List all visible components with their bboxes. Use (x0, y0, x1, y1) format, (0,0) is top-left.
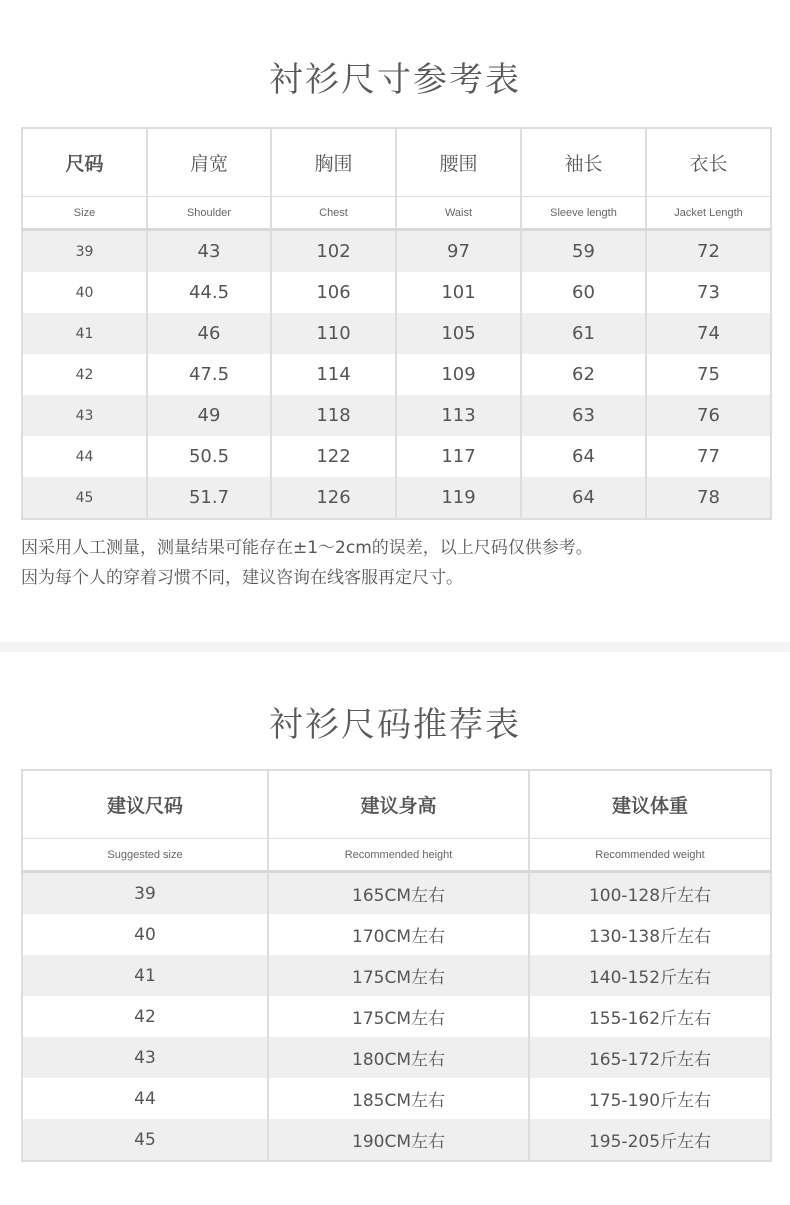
waist-cell: 109 (396, 354, 521, 395)
table-row (22, 313, 771, 354)
waist-cell: 105 (396, 313, 521, 354)
shoulder-cell: 46 (147, 313, 271, 354)
shoulder-cell: 47.5 (147, 354, 271, 395)
chest-cell: 110 (271, 313, 396, 354)
header-en-cell: Sleeve length (521, 197, 646, 230)
chest-cell: 118 (271, 395, 396, 436)
header-row-cn (22, 770, 771, 839)
header-cn-cell: 腰围 (396, 128, 521, 197)
size-cell: 43 (22, 395, 147, 436)
header-en-cell: Chest (271, 197, 396, 230)
header-row-cn (22, 128, 771, 197)
chest-cell: 126 (271, 477, 396, 519)
measurement-notes (21, 533, 781, 593)
table-row (22, 914, 771, 955)
sleeve-cell: 59 (521, 230, 646, 273)
header-cn-cell: 尺码 (22, 128, 147, 197)
weight-cell: 165-172斤左右 (529, 1037, 771, 1078)
header-cn-cell: 胸围 (271, 128, 396, 197)
size-chart-title: 衬衫尺寸参考表 (269, 60, 521, 100)
chest-cell: 102 (271, 230, 396, 273)
size-cell: 41 (22, 313, 147, 354)
sleeve-cell: 63 (521, 395, 646, 436)
shoulder-cell: 44.5 (147, 272, 271, 313)
waist-cell: 119 (396, 477, 521, 519)
table-row (22, 1078, 771, 1119)
table-row (22, 1037, 771, 1078)
length-cell: 73 (646, 272, 771, 313)
waist-cell: 117 (396, 436, 521, 477)
size-cell: 45 (22, 1119, 268, 1161)
header-row-en (22, 839, 771, 872)
header-cn-cell: 建议体重 (529, 770, 771, 839)
weight-cell: 130-138斤左右 (529, 914, 771, 955)
sleeve-cell: 62 (521, 354, 646, 395)
size-reference-table (21, 127, 772, 520)
shoulder-cell: 49 (147, 395, 271, 436)
header-en-cell: Suggested size (22, 839, 268, 872)
header-en-cell: Recommended height (268, 839, 529, 872)
table-row (22, 354, 771, 395)
weight-cell: 140-152斤左右 (529, 955, 771, 996)
chest-cell: 106 (271, 272, 396, 313)
shoulder-cell: 51.7 (147, 477, 271, 519)
size-cell: 45 (22, 477, 147, 519)
header-cn-cell: 建议身高 (268, 770, 529, 839)
height-cell: 185CM左右 (268, 1078, 529, 1119)
sleeve-cell: 60 (521, 272, 646, 313)
table-row (22, 1119, 771, 1161)
waist-cell: 113 (396, 395, 521, 436)
header-en-cell: Recommended weight (529, 839, 771, 872)
sleeve-cell: 64 (521, 477, 646, 519)
length-cell: 75 (646, 354, 771, 395)
waist-cell: 97 (396, 230, 521, 273)
length-cell: 74 (646, 313, 771, 354)
sleeve-cell: 64 (521, 436, 646, 477)
size-cell: 43 (22, 1037, 268, 1078)
header-cn-cell: 衣长 (646, 128, 771, 197)
height-cell: 180CM左右 (268, 1037, 529, 1078)
chest-cell: 114 (271, 354, 396, 395)
height-cell: 175CM左右 (268, 996, 529, 1037)
section-divider (0, 642, 790, 652)
header-en-cell: Shoulder (147, 197, 271, 230)
size-cell: 42 (22, 354, 147, 395)
chest-cell: 122 (271, 436, 396, 477)
weight-cell: 195-205斤左右 (529, 1119, 771, 1161)
weight-cell: 155-162斤左右 (529, 996, 771, 1037)
length-cell: 72 (646, 230, 771, 273)
weight-cell: 100-128斤左右 (529, 872, 771, 915)
header-en-cell: Jacket Length (646, 197, 771, 230)
size-recommendation-table (21, 769, 772, 1162)
size-cell: 39 (22, 872, 268, 915)
table-row (22, 955, 771, 996)
table-row (22, 395, 771, 436)
size-cell: 44 (22, 436, 147, 477)
size-cell: 44 (22, 1078, 268, 1119)
size-cell: 40 (22, 914, 268, 955)
header-cn-cell: 袖长 (521, 128, 646, 197)
height-cell: 165CM左右 (268, 872, 529, 915)
header-cn-cell: 肩宽 (147, 128, 271, 197)
length-cell: 76 (646, 395, 771, 436)
table-row (22, 872, 771, 915)
note-line: 因为每个人的穿着习惯不同，建议咨询在线客服再定尺寸。 (21, 568, 463, 588)
weight-cell: 175-190斤左右 (529, 1078, 771, 1119)
table-row (22, 230, 771, 273)
height-cell: 190CM左右 (268, 1119, 529, 1161)
note-line: 因采用人工测量，测量结果可能存在±1～2cm的误差，以上尺码仅供参考。 (21, 538, 593, 558)
shoulder-cell: 43 (147, 230, 271, 273)
header-en-cell: Waist (396, 197, 521, 230)
sleeve-cell: 61 (521, 313, 646, 354)
size-cell: 39 (22, 230, 147, 273)
recommend-chart-title: 衬衫尺码推荐表 (269, 705, 521, 745)
table-row (22, 436, 771, 477)
shoulder-cell: 50.5 (147, 436, 271, 477)
table-row (22, 996, 771, 1037)
length-cell: 78 (646, 477, 771, 519)
header-cn-cell: 建议尺码 (22, 770, 268, 839)
waist-cell: 101 (396, 272, 521, 313)
header-en-cell: Size (22, 197, 147, 230)
height-cell: 175CM左右 (268, 955, 529, 996)
length-cell: 77 (646, 436, 771, 477)
size-cell: 41 (22, 955, 268, 996)
size-cell: 42 (22, 996, 268, 1037)
table-row (22, 477, 771, 519)
header-row-en (22, 197, 771, 230)
table-row (22, 272, 771, 313)
size-cell: 40 (22, 272, 147, 313)
height-cell: 170CM左右 (268, 914, 529, 955)
